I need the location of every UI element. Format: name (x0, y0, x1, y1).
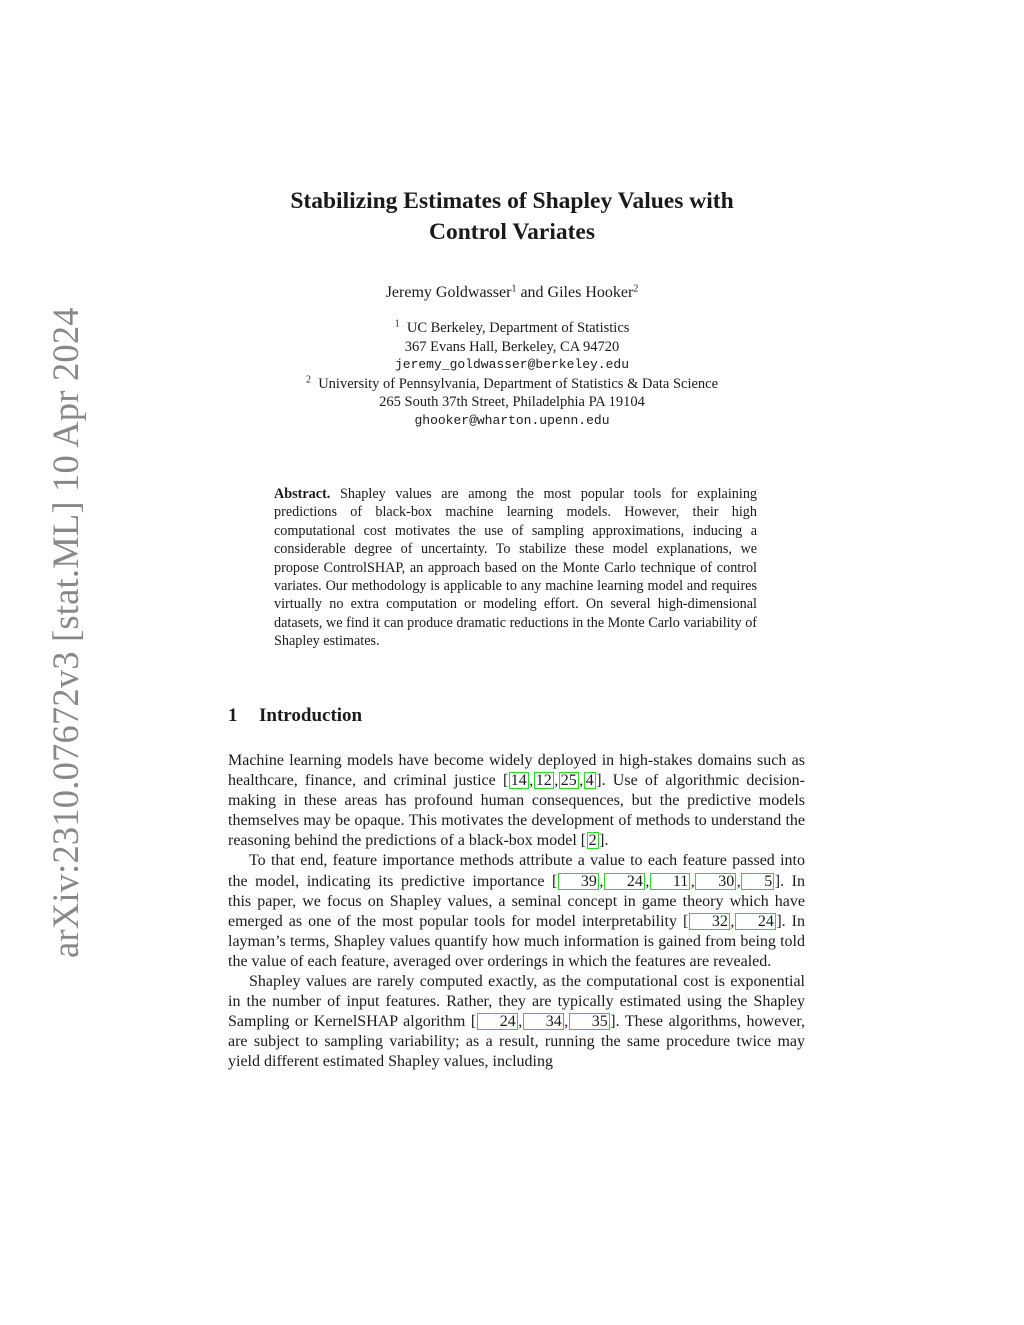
citation-link[interactable]: 39 (558, 873, 599, 890)
paragraph-1: Machine learning models have become widely deployed in high-stakes domains such as healthcare, finance, and criminal justice [ 14 , 12 , 25 , 4 ]. Use of algorithmic decision-making in these areas has profound human consequences, but the predictive models themselves may be opaque. This motivates the development of methods to understand the reasoning behind the predictions of a black-box model [ 2 ]. (228, 752, 805, 850)
citation-link[interactable]: 14 (510, 772, 527, 790)
paragraph-2: To that end, feature importance methods attribute a value to each feature passed into the model, indicating its predictive importance [ 39 , 24 , 11 , 30 , 5 ]. In this paper, we focus on Shapley values, a seminal concept in game theory which have emerged as one of the most popular tools for model interpretability [ 32 , 24 ]. In layman’s terms, Shapley values quantify how much information is gained from being told the value of each feature, averaged over orderings in which the features are revealed. (228, 852, 806, 970)
affiliation-2-mark: 2 (305, 374, 311, 385)
title-line-1: Stabilizing Estimates of Shapley Values with (290, 188, 734, 214)
author-2: Giles Hooker (547, 284, 634, 301)
citation-link[interactable]: 34 (523, 1013, 564, 1030)
citation-link[interactable]: 24 (735, 913, 776, 930)
citation-link[interactable]: 25 (560, 772, 577, 790)
abstract-text: Shapley values are among the most popular tools for explaining predictions of black-box machine learning models. However, their high computational cost motivates the use of sampling approximations, inducing a considerable degree of uncertainty. To stabilize these model explanations, we propose ControlSHAP, an approach based on the Monte Carlo technique of control variates. Our methodology is applicable to any machine learning model and requires virtually no extra computation or modeling effort. On several high-dimensional datasets, we find it can produce dramatic reductions in the Monte Carlo variability of Shapley estimates. (274, 486, 758, 650)
affiliation-1-mark: 1 (394, 318, 400, 330)
abstract (274, 485, 757, 651)
citation-link[interactable]: 11 (650, 873, 690, 890)
affiliations (0, 319, 1024, 430)
affiliation-1-org: $^1$ UC Berkeley, Department of Statistics (394, 318, 630, 336)
affiliation-2-address: 265 South 37th Street, Philadelphia PA 19104 (379, 394, 645, 410)
citation-link[interactable]: 32 (689, 913, 730, 930)
citation-link[interactable]: 24 (477, 1013, 518, 1030)
affiliation-1-email: jeremy_goldwasser@berkeley.edu (394, 357, 630, 372)
affiliation-1-address: 367 Evans Hall, Berkeley, CA 94720 (404, 338, 620, 355)
citation-link[interactable]: 2 (588, 832, 597, 850)
section-number: 1 (228, 705, 238, 726)
citation-group: [ 39 , 24 , 11 , 30 , 5 ] (552, 872, 781, 890)
title-line-2: Control Variates (428, 219, 596, 245)
author-1-affil-mark: 1 (511, 283, 517, 295)
arxiv-side-identifier: arXiv:2310.07672v3 [stat.ML] 10 Apr 2024 (45, 307, 86, 958)
citation-group: [ 24 , 34 , 35 ] (470, 1013, 616, 1031)
citation-link[interactable]: 24 (604, 873, 645, 890)
paragraph-3: Shapley values are rarely computed exactly, as the computational cost is exponential in the number of input features. Rather, they are typically estimated using the Shapley Sampling or KernelSHAP algorithm [ 24 , 34 , 35 ]. These algorithms, however, are subject to sampling variability; as a result, running the same procedure twice may yield different estimated Shapley values, including (228, 973, 805, 1071)
section-heading (228, 705, 362, 727)
citation-link[interactable]: 5 (741, 873, 774, 890)
abstract-label: Abstract. (274, 486, 331, 502)
citation-link[interactable]: 35 (569, 1013, 610, 1030)
author-conjunction: and (520, 284, 544, 301)
citation-link[interactable]: 12 (535, 772, 552, 790)
affiliation-2-org: $^2$ University of Pennsylvania, Department of Statistics & Data Science (305, 374, 719, 392)
citation-group: [ 14 , 12 , 25 , 4 ] (502, 772, 602, 790)
author-1: Jeremy Goldwasser (385, 284, 512, 301)
author-list (0, 284, 1024, 302)
citation-link[interactable]: 4 (585, 772, 594, 790)
citation-group: [ 2 ] (580, 832, 605, 850)
affiliation-2-email: ghooker@wharton.upenn.edu (414, 412, 610, 428)
citation-link[interactable]: 30 (695, 873, 736, 890)
author-2-affil-mark: 2 (633, 283, 639, 295)
citation-group: [ 32 , 24 ] (683, 912, 782, 930)
body-text (228, 751, 805, 1073)
paper-title (0, 186, 1024, 248)
section-title: Introduction (259, 705, 363, 726)
